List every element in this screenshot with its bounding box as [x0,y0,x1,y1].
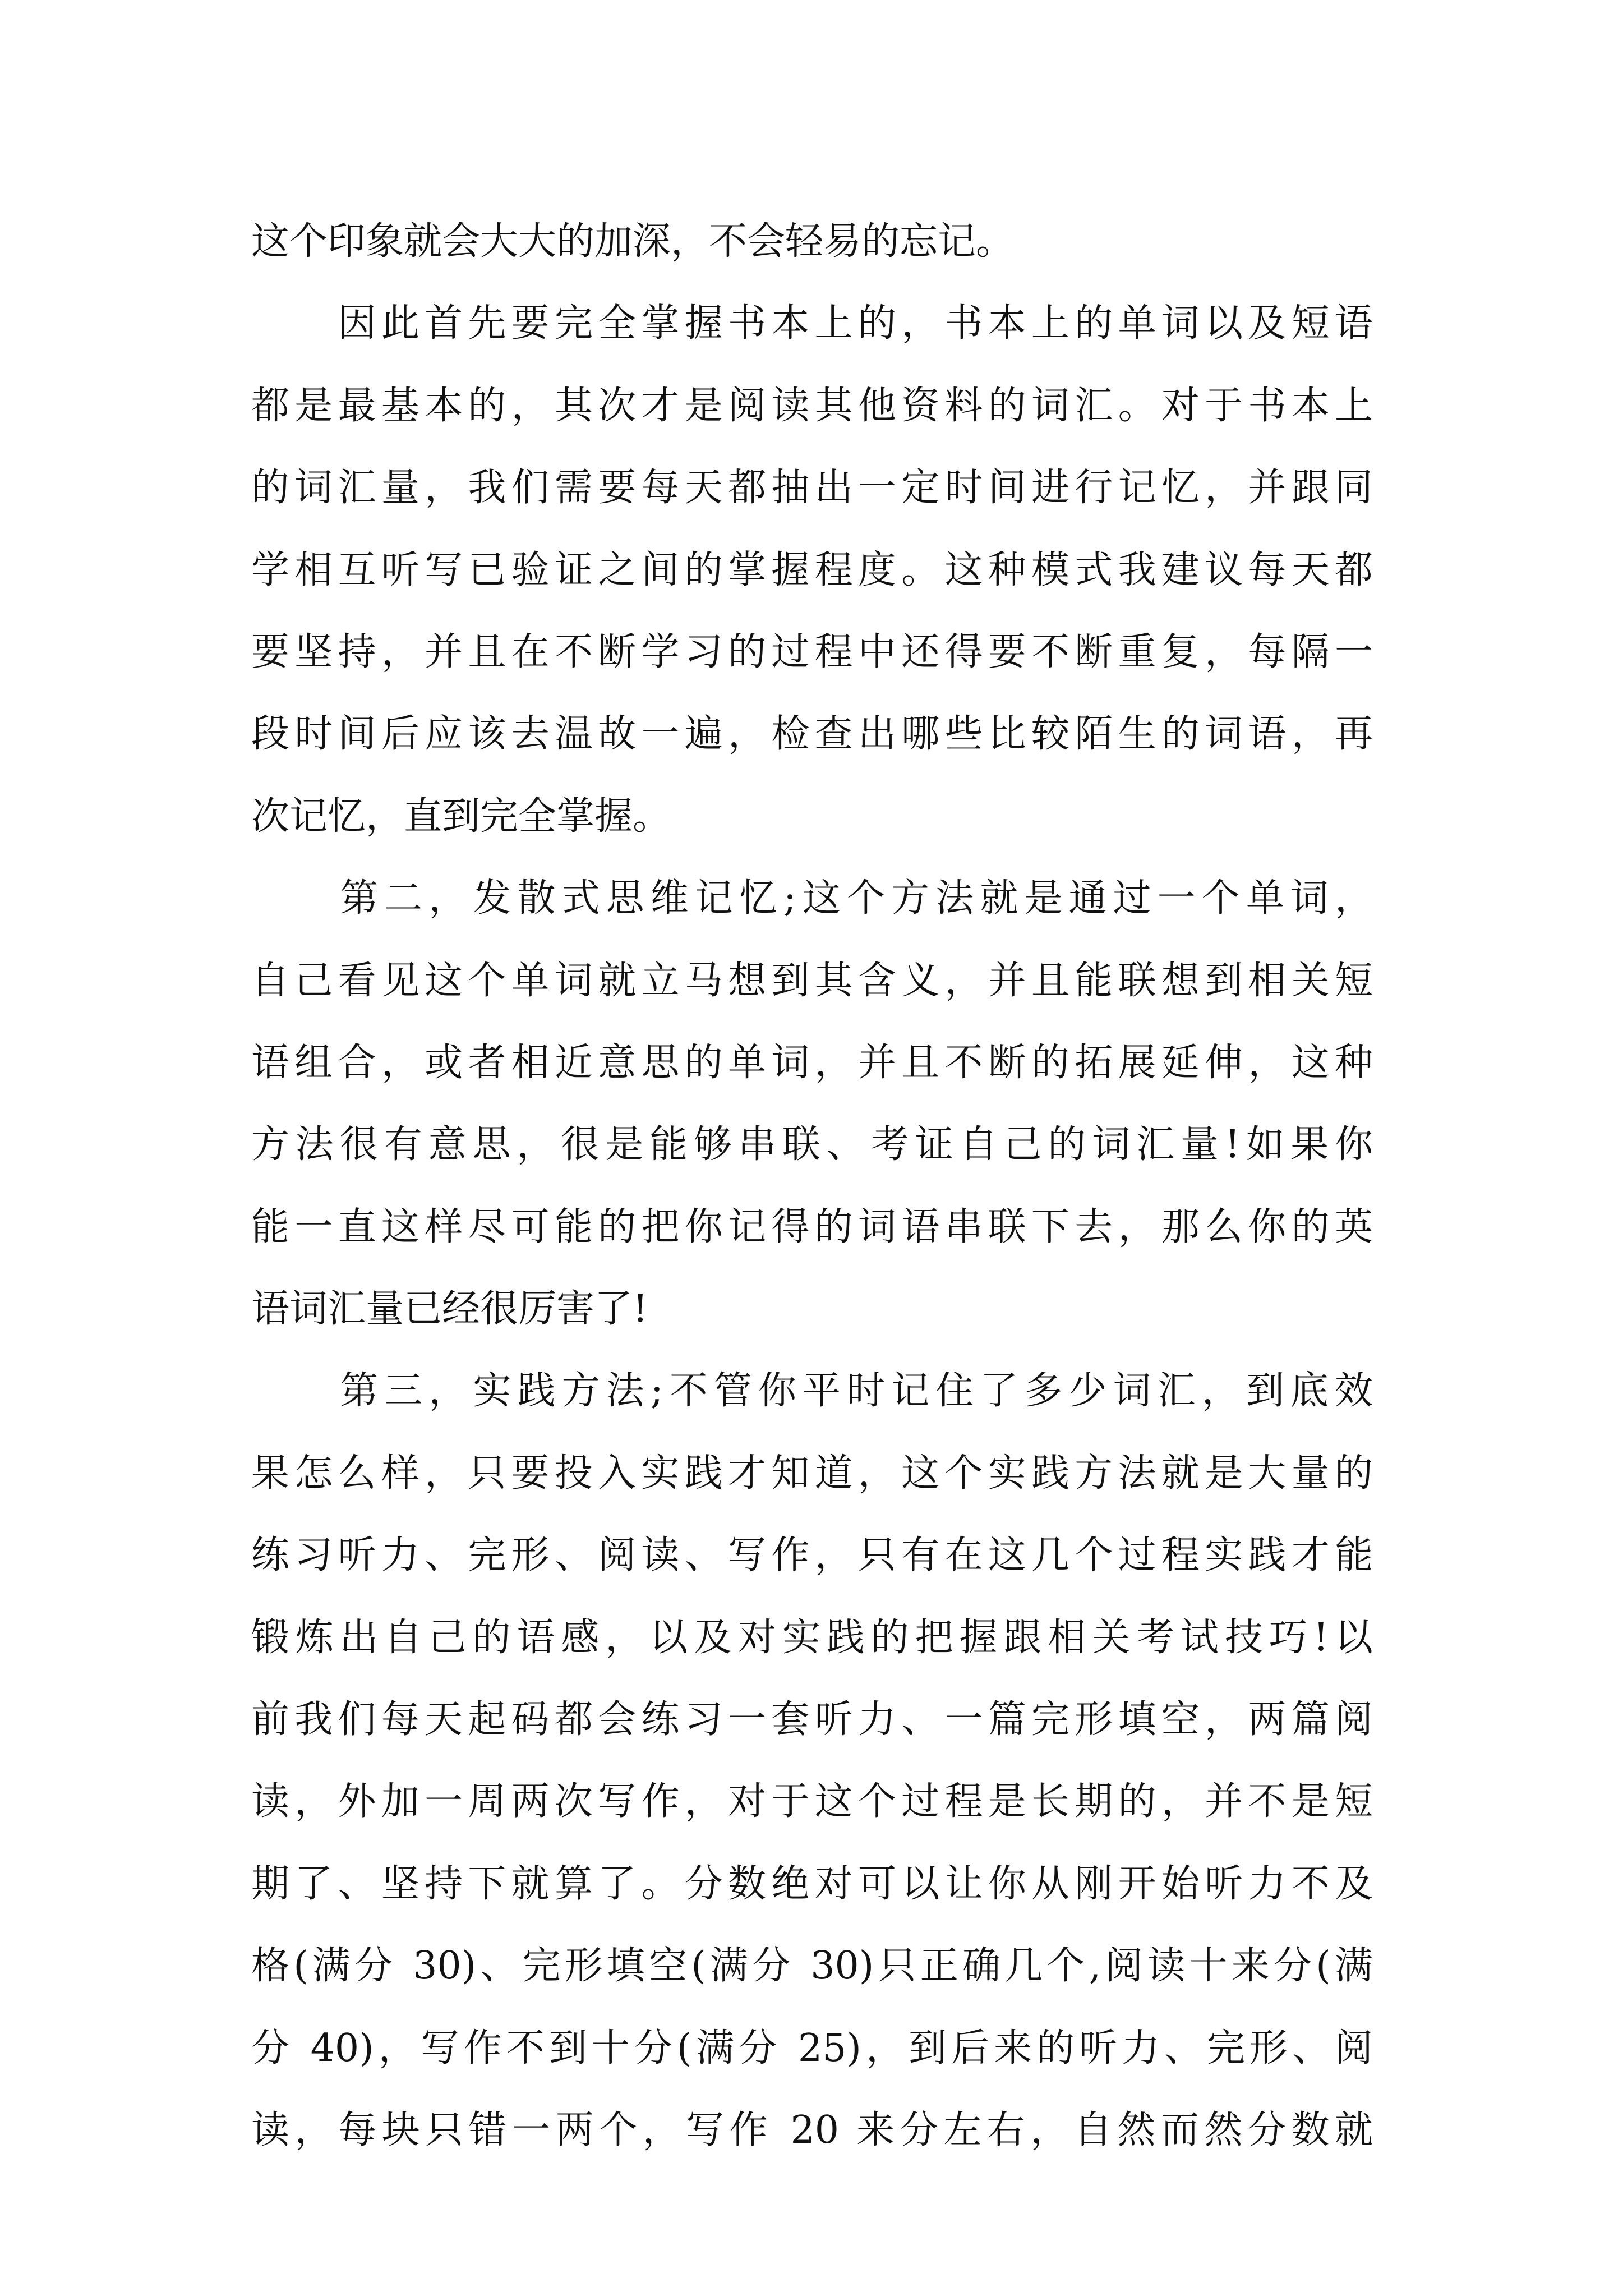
text-line: 学相互听写已验证之间的掌握程度。这种模式我建议每天都 [251,547,1373,592]
text-line: 语组合，或者相近意思的单词，并且不断的拓展延伸，这种 [251,1040,1373,1085]
text-line: 都是最基本的，其次才是阅读其他资料的词汇。对于书本上 [251,383,1373,428]
text-line: 语词汇量已经很厉害了! [251,1287,648,1332]
body-text [251,201,1373,2171]
text-line: 第三，实践方法;不管你平时记住了多少词汇，到底效 [251,1369,1373,1414]
text-line: 次记忆，直到完全掌握。 [251,794,671,839]
text-line: 读，每块只错一两个，写作 20 来分左右，自然而然分数就 [251,2108,1373,2152]
text-line: 前我们每天起码都会练习一套听力、一篇完形填空，两篇阅 [251,1697,1373,1742]
text-line: 读，外加一周两次写作，对于这个过程是长期的，并不是短 [251,1779,1373,1824]
text-line: 因此首先要完全掌握书本上的，书本上的单词以及短语 [251,301,1373,346]
text-line: 的词汇量，我们需要每天都抽出一定时间进行记忆，并跟同 [251,466,1373,510]
text-line: 第二，发散式思维记忆;这个方法就是通过一个单词， [251,876,1373,921]
text-line: 格(满分 30)、完形填空(满分 30)只正确几个,阅读十来分(满 [251,1944,1373,1989]
text-line: 段时间后应该去温故一遍，检查出哪些比较陌生的词语，再 [251,712,1373,757]
text-line: 方法很有意思，很是能够串联、考证自己的词汇量!如果你 [251,1122,1373,1167]
text-line: 这个印象就会大大的加深，不会轻易的忘记。 [251,219,1015,264]
text-line: 能一直这样尽可能的把你记得的词语串联下去，那么你的英 [251,1204,1373,1249]
text-line: 要坚持，并且在不断学习的过程中还得要不断重复，每隔一 [251,629,1373,674]
text-line: 期了、坚持下就算了。分数绝对可以让你从刚开始听力不及 [251,1861,1373,1906]
text-line: 锻炼出自己的语感，以及对实践的把握跟相关考试技巧!以 [251,1615,1373,1660]
text-line: 分 40)，写作不到十分(满分 25)，到后来的听力、完形、阅 [251,2026,1373,2070]
text-line: 果怎么样，只要投入实践才知道，这个实践方法就是大量的 [251,1451,1373,1496]
text-line: 自己看见这个单词就立马想到其含义，并且能联想到相关短 [251,958,1373,1003]
text-line: 练习听力、完形、阅读、写作，只有在这几个过程实践才能 [251,1533,1373,1578]
